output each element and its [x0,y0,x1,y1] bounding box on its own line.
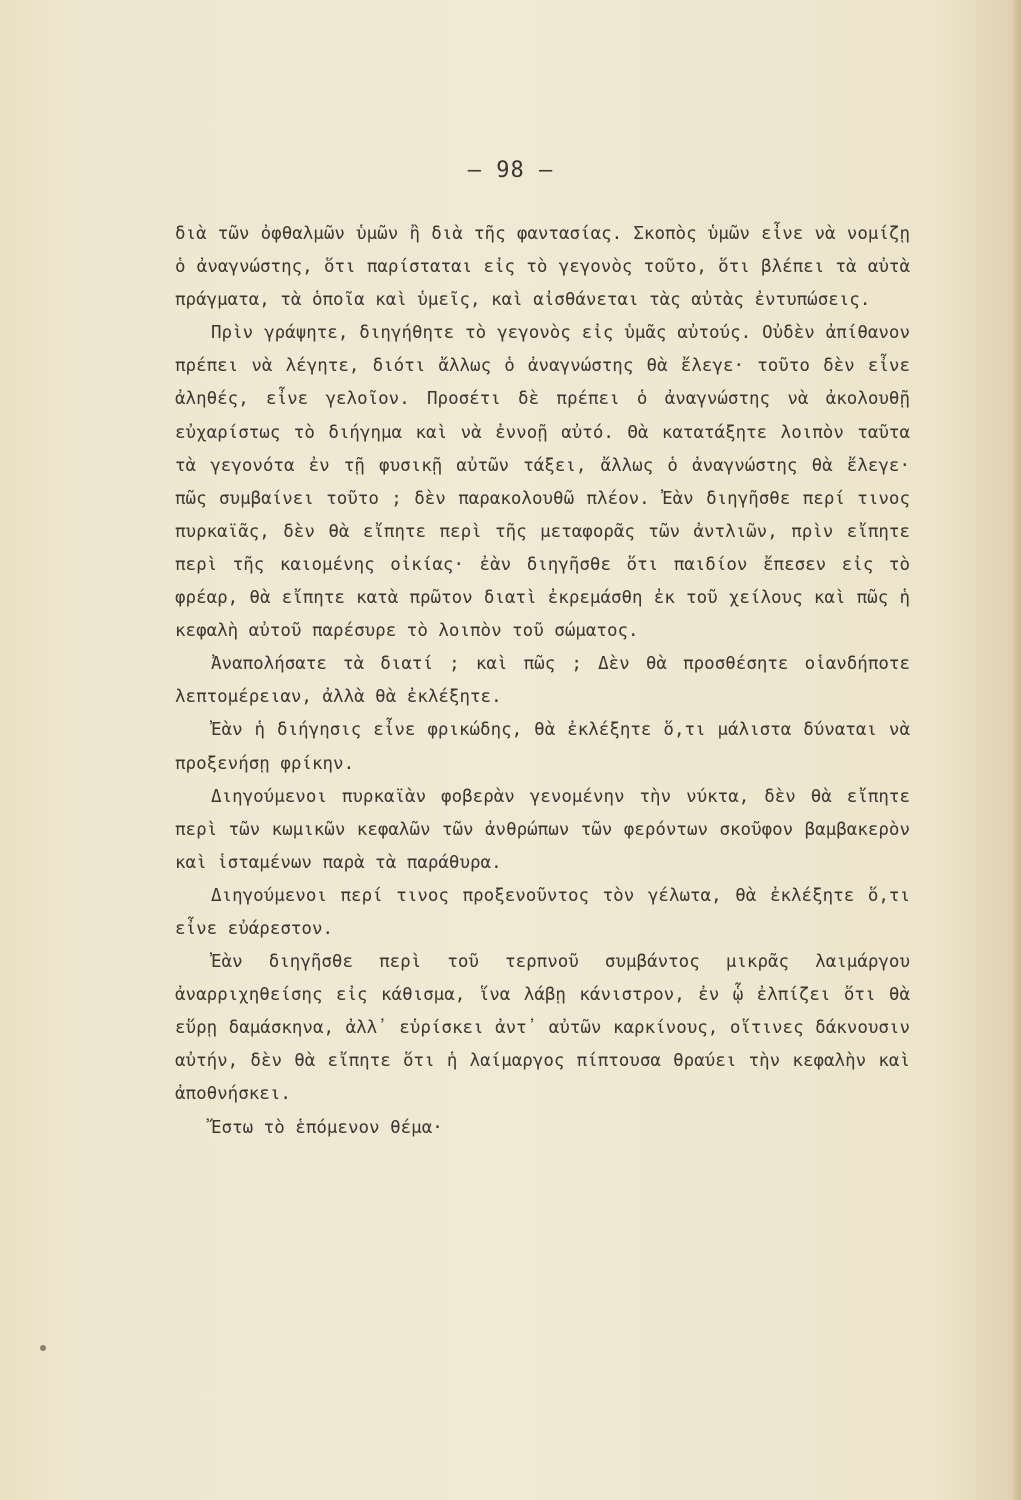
paragraph-4: Ἐὰν ἡ διήγησις εἶνε φρικώδης, θὰ ἐκλέξητε ὅ,τι μάλιστα δύναται νὰ προξενήσῃ φρίκην. [175,720,910,774]
body-text [175,218,910,1145]
paragraph-2: Πρὶν γράψητε, διηγήθητε τὸ γεγονὸς εἰς ὑμᾶς αὐτούς. Οὐδὲν ἀπίθανον πρέπει νὰ λέγητε, διότι ἄλλως ὁ ἀναγνώστης θὰ ἔλεγε· τοῦτο δὲν εἶνε ἀληθές, εἶνε γελοῖον. Προσέτι δὲ πρέπει ὁ ἀναγνώστης νὰ ἀκολουθῇ εὐχαρίστως τὸ διήγημα καὶ νὰ ἐννοῇ αὐτό. Θὰ κατατάξητε λοιπὸν ταῦτα τὰ γεγονότα ἐν τῇ φυσικῇ αὐτῶν τάξει, ἄλλως ὁ ἀναγνώστης θὰ ἔλεγε· πῶς συμβαίνει τοῦτο ; δὲν παρακολουθῶ πλέον. Ἐὰν διηγῆσθε περί τινος πυρκαϊᾶς, δὲν θὰ εἴπητε περὶ τῆς μεταφορᾶς τῶν ἀντλιῶν, πρὶν εἴπητε περὶ τῆς καιομένης οἰκίας· ἐὰν διηγῆσθε ὅτι παιδίον ἔπεσεν εἰς τὸ φρέαρ, θὰ εἴπητε κατὰ πρῶτον διατὶ ἐκρεμάσθη ἐκ τοῦ χείλους καὶ πῶς ἡ κεφαλὴ αὐτοῦ παρέσυρε τὸ λοιπὸν τοῦ σώματος. [175,323,910,642]
paragraph-8: Ἔστω τὸ ἑπόμενον θέμα· [211,1117,443,1138]
paragraph-7: Ἐὰν διηγῆσθε περὶ τοῦ τερπνοῦ συμβάντος μικρᾶς λαιμάργου ἀναρριχηθείσης εἰς κάθισμα, ἵνα λάβῃ κάνιστρον, ἐν ᾧ ἐλπίζει ὅτι θὰ εὕρῃ δαμάσκηνα, ἀλλ᾽ εὑρίσκει ἀντ᾽ αὐτῶν καρκίνους, οἵτινες δάκνουσιν αὐτήν, δὲν θὰ εἴπητε ὅτι ἡ λαίμαργος πίπτουσα θραύει τὴν κεφαλὴν καὶ ἀποθνήσκει. [175,952,910,1105]
page-edge [1013,0,1021,1500]
paragraph-3: Ἀναπολήσατε τὰ διατί ; καὶ πῶς ; Δὲν θὰ προσθέσητε οἱανδήποτε λεπτομέρειαν, ἀλλὰ θὰ ἐκλέξητε. [175,654,910,708]
paragraph-1: διὰ τῶν ὀφθαλμῶν ὑμῶν ἢ διὰ τῆς φαντασίας. Σκοπὸς ὑμῶν εἶνε νὰ νομίζῃ ὁ ἀναγνώστης, ὅτι παρίσταται εἰς τὸ γεγονὸς τοῦτο, ὅτι βλέπει τὰ αὐτὰ πράγματα, τὰ ὁποῖα καὶ ὑμεῖς, καὶ αἰσθάνεται τὰς αὐτὰς ἐντυπώσεις. [175,224,910,311]
page-number: — 98 — [467,158,554,183]
ink-spot [40,1345,46,1351]
paragraph-6: Διηγούμενοι περί τινος προξενοῦντος τὸν γέλωτα, θὰ ἐκλέξητε ὅ,τι εἶνε εὐάρεστον. [175,885,910,939]
paragraph-5: Διηγούμενοι πυρκαϊὰν φοβερὰν γενομένην τὴν νύκτα, δὲν θὰ εἴπητε περὶ τῶν κωμικῶν κεφαλῶν τῶν ἀνθρώπων τῶν φερόντων σκοῦφον βαμβακερὸν καὶ ἱσταμένων παρὰ τὰ παράθυρα. [175,786,910,873]
